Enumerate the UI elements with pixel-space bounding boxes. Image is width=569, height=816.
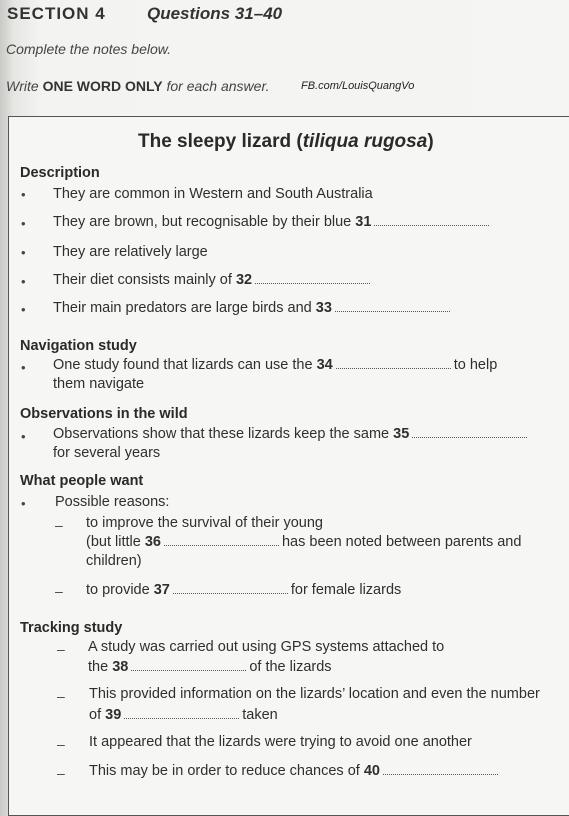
question-40-number: 40 [363, 763, 380, 779]
question-35-number: 35 [393, 426, 410, 442]
bullet: • [21, 496, 26, 511]
people-sub1-text-b: has been noted between parents and [281, 534, 522, 550]
people-sub2 [86, 582, 401, 598]
title-end: ) [427, 131, 434, 152]
question-38-number: 38 [112, 659, 129, 675]
dash: – [57, 765, 65, 781]
navigation-text-b: to help [453, 357, 498, 373]
description-item-3: They are relatively large [53, 244, 208, 260]
description-item-4 [53, 272, 373, 288]
dash: – [57, 688, 65, 704]
dash: – [57, 641, 65, 657]
people-sub1-line-2 [86, 534, 521, 550]
description-item-5 [53, 300, 453, 316]
tracking-item-1-line-2 [88, 659, 332, 675]
answer-blank-33[interactable] [335, 300, 450, 312]
navigation-line-2: them navigate [53, 376, 145, 392]
bullet: • [21, 216, 26, 231]
description-item-2-text: They are brown, but recognisable by their blue [53, 214, 352, 230]
navigation-text-a: One study found that lizards can use the [53, 357, 313, 373]
instruction-bold: ONE WORD ONLY [42, 78, 163, 94]
answer-blank-38[interactable] [131, 659, 246, 671]
tracking-item-3: It appeared that the lizards were trying to avoid one another [89, 734, 472, 750]
answer-blank-32[interactable] [255, 272, 370, 284]
description-item-4-text: Their diet consists mainly of [53, 272, 232, 288]
people-sub2-text-b: for female lizards [290, 582, 402, 598]
people-sub2-text-a: to provide [86, 582, 150, 598]
bullet: • [21, 429, 26, 444]
title-species: tiliqua rugosa [302, 131, 428, 152]
heading-people-want: What people want [20, 473, 144, 489]
tracking-item-1-line-1: A study was carried out using GPS systems attached to [88, 639, 445, 655]
answer-blank-35[interactable] [412, 426, 527, 438]
credit-text: FB.com/LouisQuangVo [301, 80, 415, 92]
answer-blank-34[interactable] [336, 357, 451, 369]
bullet: • [21, 245, 26, 260]
answer-blank-39[interactable] [124, 707, 239, 719]
people-item: Possible reasons: [55, 494, 170, 510]
title-main: The sleepy lizard ( [138, 131, 303, 152]
question-32-number: 32 [235, 272, 253, 288]
observations-line-1 [53, 426, 530, 442]
question-34-number: 34 [316, 357, 333, 373]
people-sub1-line-1: to improve the survival of their young [86, 515, 323, 531]
question-37-number: 37 [153, 582, 170, 598]
description-item-2 [53, 214, 492, 230]
description-item-5-text: Their main predators are large birds and [53, 300, 312, 316]
instruction-word-limit [6, 78, 269, 94]
question-31-number: 31 [355, 214, 372, 230]
notes-title [138, 131, 434, 153]
observations-line-2: for several years [53, 445, 161, 461]
navigation-line-1 [53, 357, 497, 373]
section-label: SECTION 4 [7, 4, 106, 23]
instruction-prefix: Write [6, 78, 43, 94]
bullet: • [21, 302, 26, 317]
instruction-complete: Complete the notes below. [6, 41, 171, 57]
heading-navigation: Navigation study [20, 338, 137, 354]
dash: – [55, 517, 63, 533]
answer-blank-36[interactable] [164, 534, 279, 546]
dash: – [57, 736, 65, 752]
tracking-item-4 [89, 763, 501, 779]
tracking-item-2-text-b: taken [242, 707, 278, 723]
dash: – [55, 583, 63, 599]
tracking-item-4-text: This may be in order to reduce chances of [89, 763, 360, 779]
observations-text: Observations show that these lizards keep the same [53, 426, 390, 442]
questions-range: Questions 31–40 [147, 4, 283, 23]
heading-observations: Observations in the wild [20, 406, 188, 422]
question-33-number: 33 [315, 300, 332, 316]
people-sub1-text-a: (but little [86, 534, 141, 550]
answer-blank-31[interactable] [374, 214, 489, 226]
question-36-number: 36 [144, 534, 161, 550]
people-sub1-line-3: children) [86, 553, 142, 569]
tracking-item-1-text-a: the [88, 659, 109, 675]
question-39-number: 39 [105, 707, 122, 723]
tracking-item-2-line-2 [89, 707, 278, 723]
bullet: • [21, 360, 26, 375]
heading-tracking: Tracking study [20, 620, 123, 636]
answer-blank-37[interactable] [173, 582, 288, 594]
tracking-item-2-line-1: This provided information on the lizards’ location and even the number [89, 686, 540, 702]
description-item-1: They are common in Western and South Australia [53, 186, 373, 202]
instruction-suffix: for each answer. [162, 78, 270, 94]
bullet: • [21, 274, 26, 289]
bullet: • [21, 187, 26, 202]
heading-description: Description [20, 165, 100, 181]
tracking-item-1-text-b: of the lizards [249, 659, 332, 675]
tracking-item-2-text-a: of [89, 707, 102, 723]
answer-blank-40[interactable] [383, 763, 498, 775]
